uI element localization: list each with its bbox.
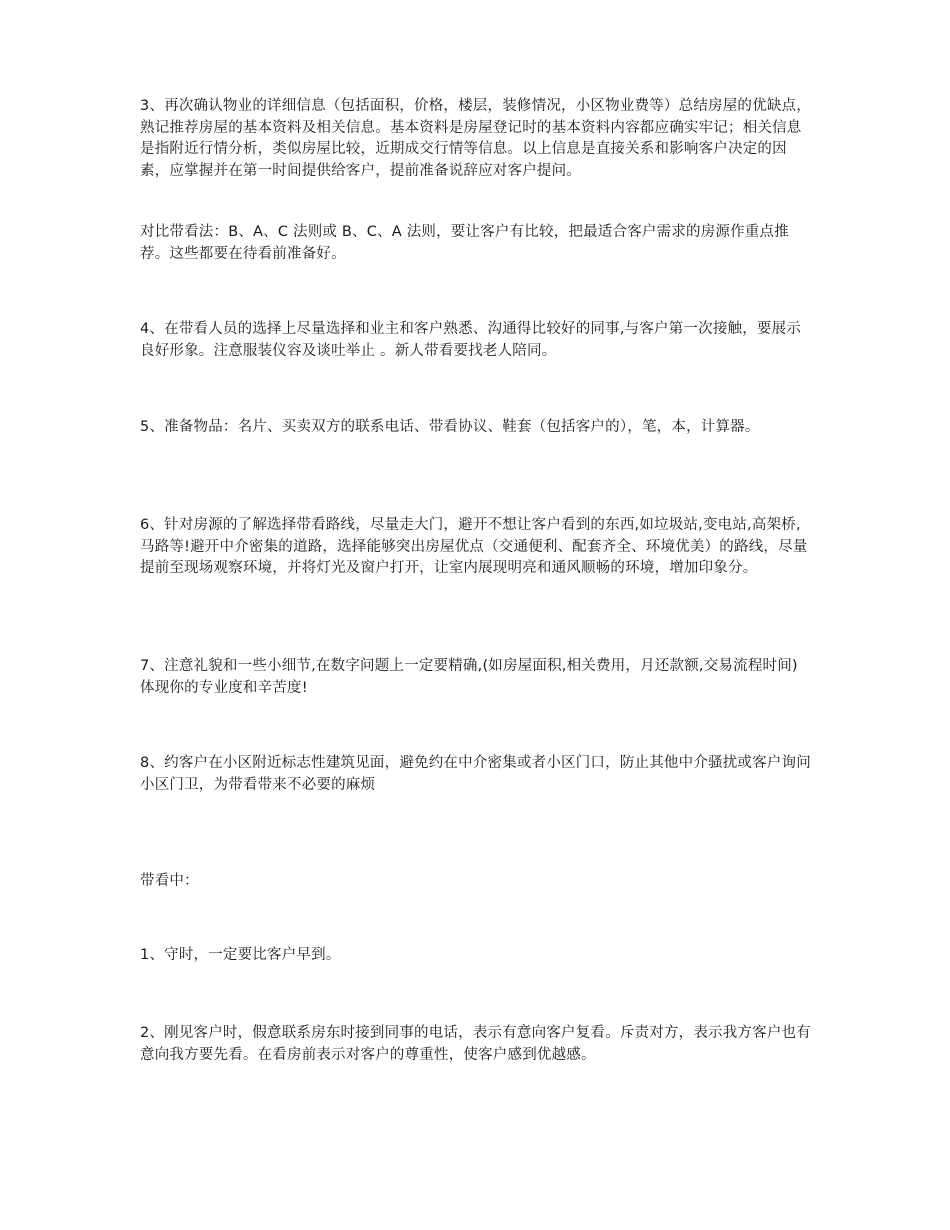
paragraph-prepare-items: 5、准备物品：名片、买卖双方的联系电话、带看协议、鞋套（包括客户的），笔，本，计算器。 [140, 419, 760, 435]
section-heading-during-viewing: 带看中： [140, 873, 199, 889]
paragraph-comparison-method: 对比带看法：B、A、C 法则或 B、C、A 法则，要让客户有比较，把最适合客户需求的房源作重点推荐。这些都要在待看前准备好。 [140, 224, 789, 262]
paragraph-meeting-place: 8、约客户在小区附近标志性建筑见面，避免约在中介密集或者小区门口，防止其他中介骚扰或客户询问小区门卫，为带看带来不必要的麻烦 [140, 755, 811, 793]
paragraph-punctuality: 1、守时，一定要比客户早到。 [140, 947, 341, 963]
paragraph-property-details: 3、再次确认物业的详细信息（包括面积，价格，楼层，装修情况，小区物业费等）总结房屋的优缺点，熟记推荐房屋的基本资料及相关信息。基本资料是房屋登记时的基本资料内容都应确实牢记；相关信息是指附近行情分析，类似房屋比较，近期成交行情等信息。以上信息是直接关系和影响客户决定的因素，应掌握并在第一时间提供给客户，提前准备说辞应对客户提问。 [140, 98, 811, 179]
paragraph-first-meeting: 2、刚见客户时，假意联系房东时接到同事的电话，表示有意向客户复看。斥责对方，表示我方客户也有意向我方要先看。在看房前表示对客户的尊重性，使客户感到优越感。 [140, 1025, 811, 1063]
paragraph-details-precision: 7、注意礼貌和一些小细节,在数字问题上一定要精确,(如房屋面积,相关费用，月还款额,交易流程时间)体现你的专业度和辛苦度! [140, 658, 798, 696]
paragraph-viewing-route: 6、针对房源的了解选择带看路线，尽量走大门，避开不想让客户看到的东西,如垃圾站,变电站,高架桥,马路等!避开中介密集的道路，选择能够突出房屋优点（交通便利、配套齐全、环境优美）的路线，尽量提前至现场观察环境，并将灯光及窗户打开，让室内展现明亮和通风顺畅的环境，增加印象分。 [140, 517, 808, 576]
paragraph-staff-selection: 4、在带看人员的选择上尽量选择和业主和客户熟悉、沟通得比较好的同事,与客户第一次接触，要展示良好形象。注意服装仪容及谈吐举止 。新人带看要找老人陪同。 [140, 321, 802, 359]
